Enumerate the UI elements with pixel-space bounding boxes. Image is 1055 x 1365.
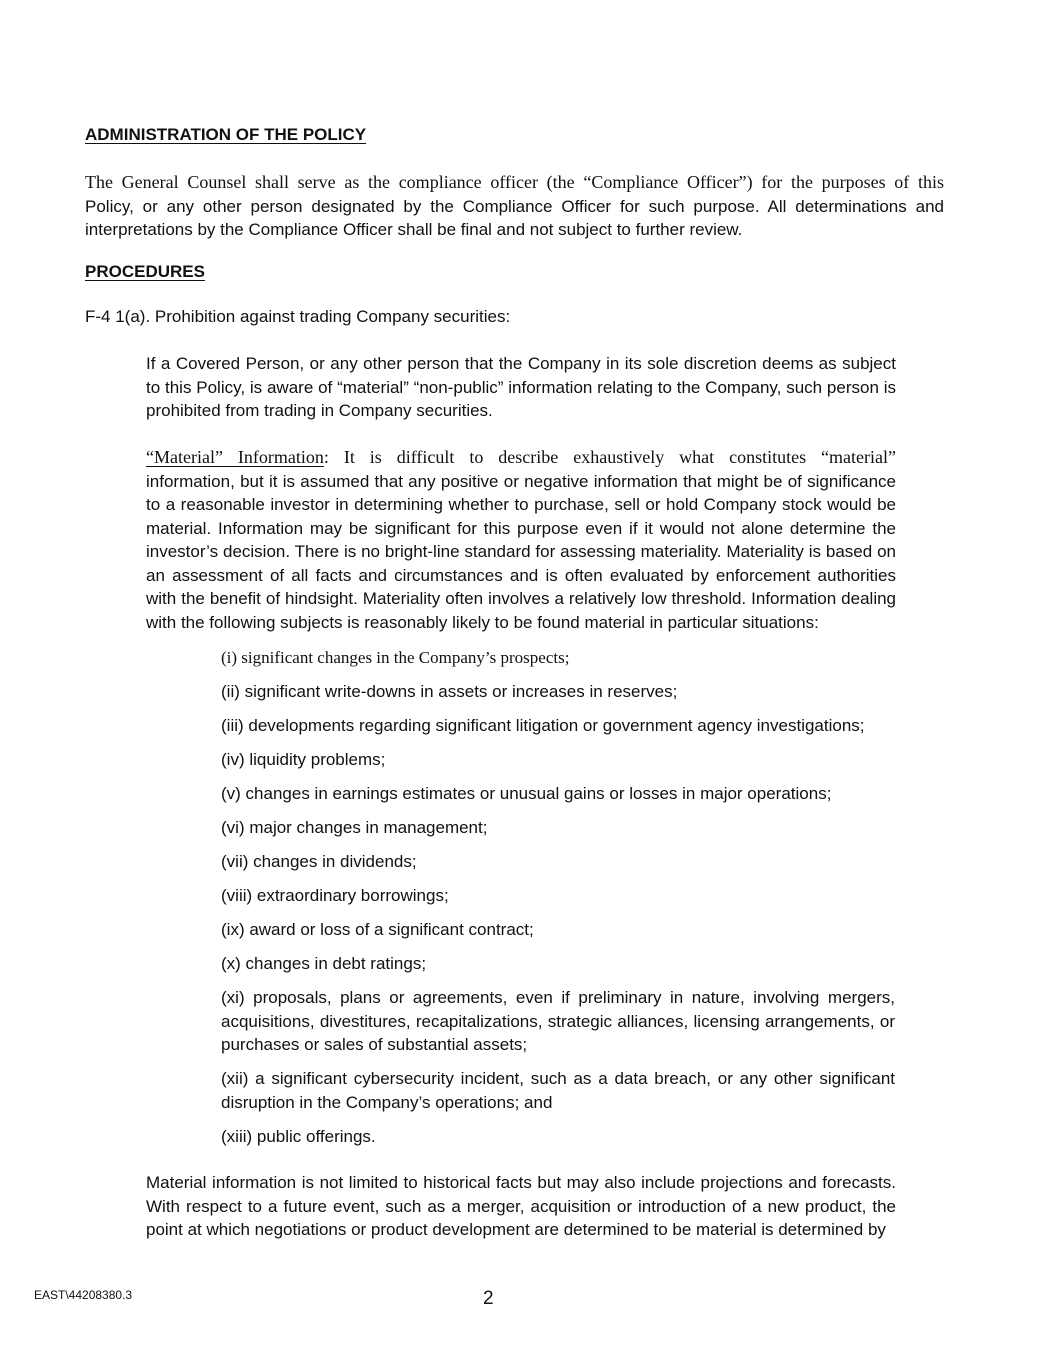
list-item: (vi) major changes in management;	[221, 818, 488, 837]
list-item: (ii) significant write-downs in assets or increases in reserves;	[221, 682, 678, 701]
list-item: (viii) extraordinary borrowings;	[221, 886, 449, 905]
list-item: (v) changes in earnings estimates or unusual gains or losses in major operations;	[221, 784, 832, 803]
heading-administration: ADMINISTRATION OF THE POLICY	[85, 125, 367, 144]
material-information-label: “Material” Information	[146, 447, 324, 467]
heading-procedures: PROCEDURES	[85, 262, 205, 281]
material-information-colon: :	[323, 447, 329, 467]
list-item: (x) changes in debt ratings;	[221, 954, 427, 973]
list-item: (iii) developments regarding significant litigation or government agency investigations;	[221, 716, 865, 735]
list-item: (iv) liquidity problems;	[221, 750, 386, 769]
closing-paragraph: Material information is not limited to historical facts but may also include projections and forecasts. With respect to a future event, such as a merger, acquisition or introduction of a new product, the point at which negotiations or product development are determined to be material is determined by	[146, 1173, 896, 1239]
admin-paragraph-line1: The General Counsel shall serve as the compliance officer (the “Compliance Officer”) for the purposes of this	[85, 172, 944, 192]
material-information-first-line	[146, 446, 896, 470]
list-item: (ix) award or loss of a significant contract;	[221, 920, 534, 939]
list-item: (xii) a significant cybersecurity incident, such as a data breach, or any other significant disruption in the Company’s operations; and	[221, 1069, 895, 1112]
section-title-f41a: F-4 1(a). Prohibition against trading Company securities:	[85, 307, 511, 326]
admin-paragraph	[85, 171, 944, 242]
material-information-body: information, but it is assumed that any positive or negative information that might be of significance to a reasonable investor in determining whether to purchase, sell or hold Company stock would be material. Information may be significant for this purpose even if it would not alone determine the investor’s decision. There is no bright-line standard for assessing materiality. Materiality is based on an assessment of all facts and circumstances and is often evaluated by enforcement authorities with the benefit of hindsight. Materiality often involves a relatively low threshold. Information dealing with the following subjects is reasonably likely to be found material in particular situations:	[146, 471, 896, 632]
list-item: (xi) proposals, plans or agreements, even if preliminary in nature, involving mergers, acquisitions, divestitures, recapitalizations, strategic alliances, licensing arrangements, or purchases or sales of substantial assets;	[221, 988, 895, 1054]
list-item: (xiii) public offerings.	[221, 1127, 376, 1146]
list-item: (i) significant changes in the Company’s prospects;	[221, 648, 570, 667]
prohibition-paragraph: If a Covered Person, or any other person that the Company in its sole discretion deems as subject to this Policy, is aware of “material” “non-public” information relating to the Company, such person is prohibited from trading in Company securities.	[146, 354, 896, 420]
document-id: EAST\44208380.3	[34, 1288, 133, 1302]
material-information-line1: It is difficult to describe exhaustively what constitutes “material”	[328, 447, 896, 467]
list-item: (vii) changes in dividends;	[221, 852, 417, 871]
page-number: 2	[483, 1288, 494, 1309]
admin-paragraph-rest: Policy, or any other person designated by the Compliance Officer for such purpose. All determinations and interpretations by the Compliance Officer shall be final and not subject to further review.	[85, 196, 944, 239]
material-information-paragraph	[146, 446, 896, 634]
